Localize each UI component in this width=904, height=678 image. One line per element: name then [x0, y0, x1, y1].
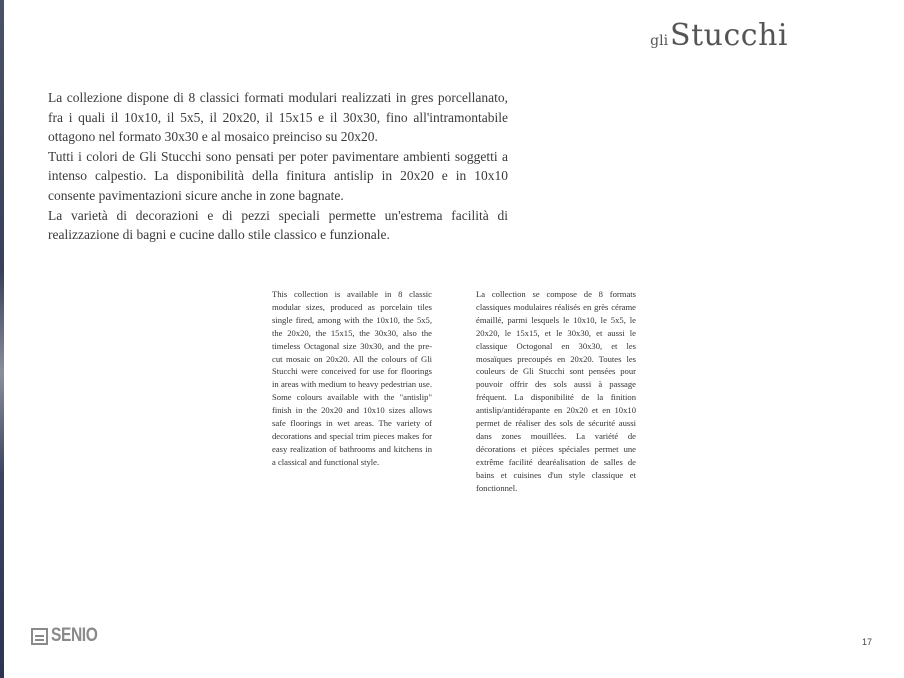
senio-logo	[31, 625, 108, 647]
intro-paragraph: Tutti i colori de Gli Stucchi sono pensati per poter pavimentare ambienti soggetti a intenso calpestio. La disponibilità della finitura antislip in 20x20 e in 10x10 consente pavimentazioni sicure anche in zone bagnate.	[48, 148, 508, 203]
page-edge-strip	[0, 0, 4, 678]
senio-logo-text: SENIO	[51, 625, 98, 646]
intro-paragraph: La varietà di decorazioni e di pezzi speciali permette un'estrema facilità di realizzazione di bagni e cucine dallo stile classico e funzionale.	[48, 207, 508, 243]
senio-logo-icon	[31, 628, 48, 645]
collection-title-prefix: gli	[650, 33, 669, 49]
collection-title	[650, 18, 788, 53]
english-description: This collection is available in 8 classic modular sizes, produced as porcelain tiles single fired, among with the 10x10, the 5x5, the 20x20, the 15x15, the 30x30, also the timeless Octagonal size 30x30, and the pre-cut mosaic on 20x20. All the colours of Gli Stucchi were conceived for use for floorings in areas with medium to heavy pedestrian use. Some colours available with the "antislip" finish in the 20x20 and 10x10 sizes allows safe floorings in wet areas. The variety of decorations and special trim pieces makes for easy realization of bathrooms and kitchens in a classical and functional style.	[272, 289, 432, 467]
intro-paragraph: La collezione dispone di 8 classici formati modulari realizzati in gres porcellanato, fra i quali il 10x10, il 5x5, il 20x20, il 15x15 e il 30x30, fino all'intramontabile ottagono nel formato 30x30 e al mosaico preinciso su 20x20.	[48, 90, 508, 145]
italian-intro	[48, 88, 508, 245]
french-description: La collection se compose de 8 formats classiques modulaires réalisés en grès cérame émaillé, parmi lesquels le 10x10, le 5x5, le 20x20, le 15x15, et le 30x30, et aussi le classique Octogonal en 30x30, et les mosaïques precoupés en 20x20. Toutes les couleurs de Gli Stucchi sont pensées pour pouvoir offrir des sols aussi à passage fréquent. La disponibilité de la finition antislip/antidérapante en 20x20 et en 10x10 permet de réaliser des sols de sécurité aussi dans zones mouillées. La variété de décorations et pièces spéciales permet une extrême facilité dearéalisation de salles de bains et cuisines d'un style classique et fonctionnel.	[476, 289, 636, 493]
page-number: 17	[862, 637, 873, 647]
collection-title-name: Stucchi	[670, 18, 788, 53]
